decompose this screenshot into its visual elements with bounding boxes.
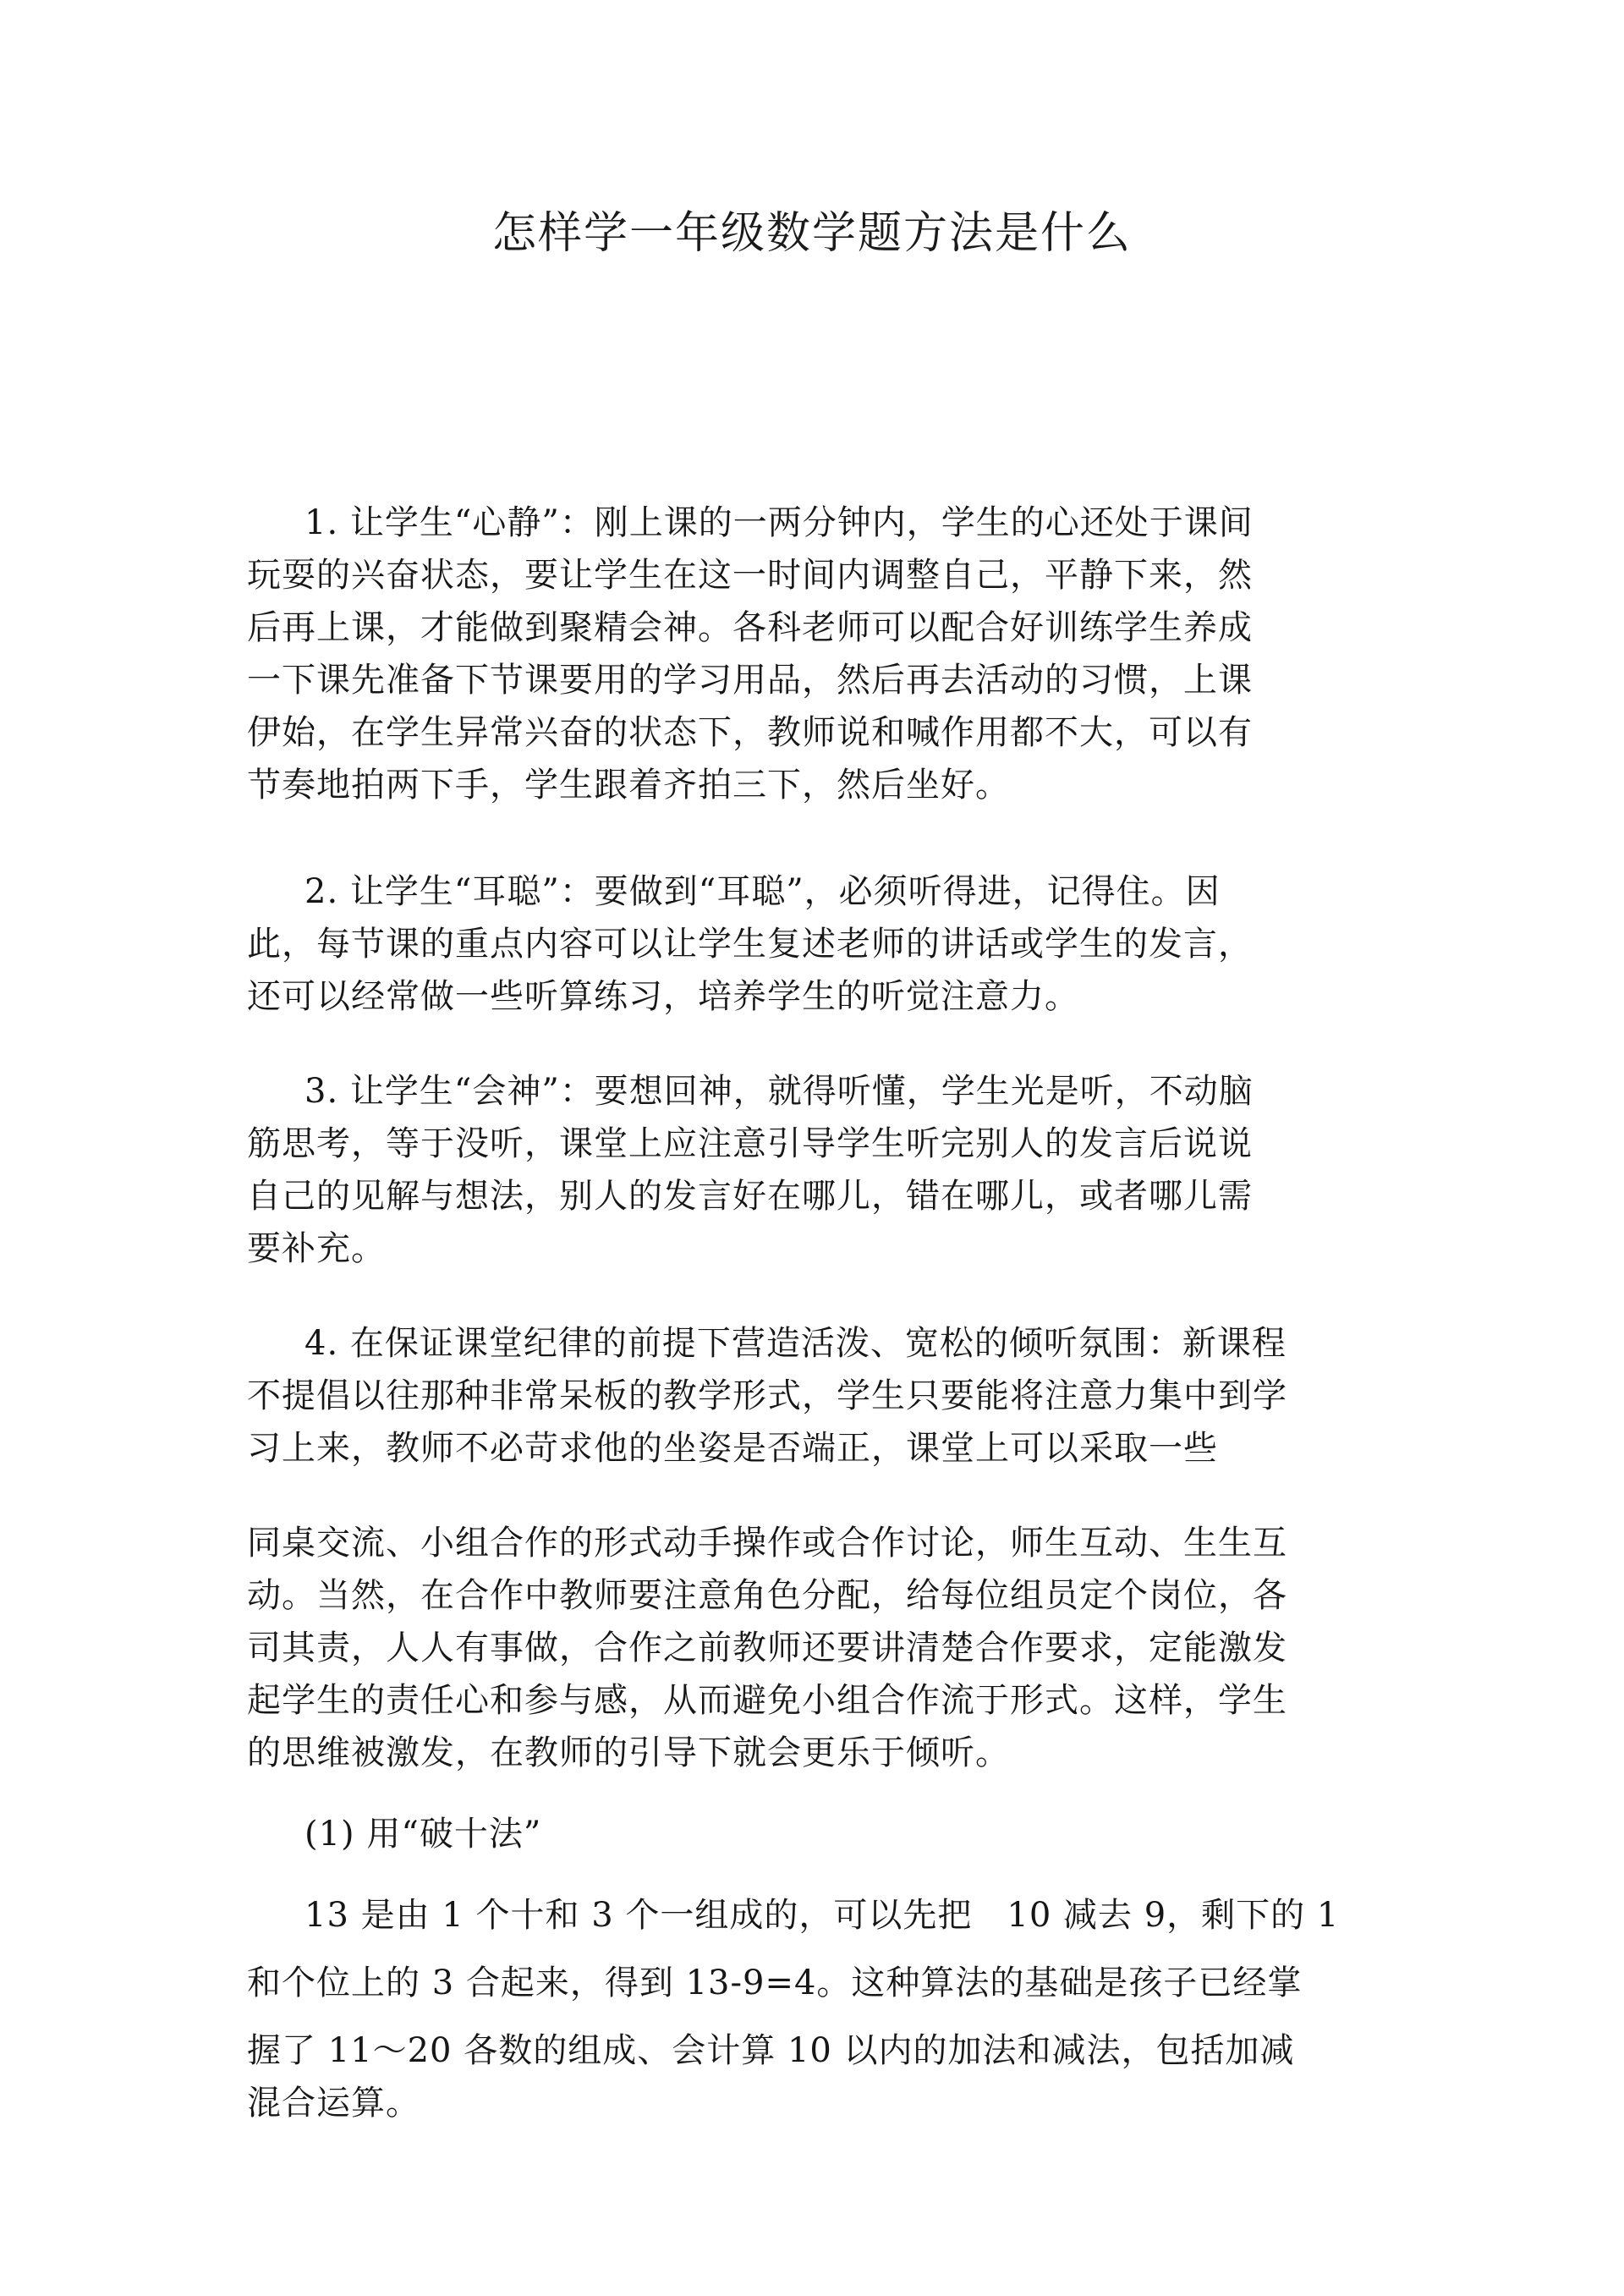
paragraph-5-line-1: 13 是由 1 个十和 3 个一组成的，可以先把 10 减去 9，剩下的 1	[304, 1896, 1340, 1935]
paragraph-2-line-3: 还可以经常做一些听算练习，培养学生的听觉注意力。	[247, 977, 1079, 1016]
paragraph-3-line-2: 筋思考，等于没听，课堂上应注意引导学生听完别人的发言后说说	[247, 1124, 1253, 1163]
paragraph-3-line-1: 3. 让学生“会神”：要想回神，就得听懂，学生光是听，不动脑	[304, 1072, 1254, 1111]
paragraph-4-line-1: 4. 在保证课堂纪律的前提下营造活泼、宽松的倾听氛围：新课程	[304, 1324, 1287, 1363]
paragraph-5-line-4: 混合运算。	[247, 2084, 420, 2123]
paragraph-4-line-8: 的思维被激发，在教师的引导下就会更乐于倾听。	[247, 1733, 1010, 1772]
paragraph-1-line-2: 玩耍的兴奋状态，要让学生在这一时间内调整自己，平静下来，然	[247, 556, 1253, 595]
paragraph-4-line-4: 同桌交流、小组合作的形式动手操作或合作讨论，师生互动、生生互	[247, 1524, 1287, 1563]
subheading-break-ten-method: (1) 用“破十法”	[304, 1815, 542, 1854]
paragraph-5-line-2: 和个位上的 3 合起来，得到 13-9=4。这种算法的基础是孩子已经掌	[247, 1964, 1303, 2002]
paragraph-4-line-3: 习上来，教师不必苛求他的坐姿是否端正，课堂上可以采取一些	[247, 1429, 1218, 1468]
paragraph-4-line-6: 司其责，人人有事做，合作之前教师还要讲清楚合作要求，定能激发	[247, 1629, 1287, 1667]
paragraph-1-line-3: 后再上课，才能做到聚精会神。各科老师可以配合好训练学生养成	[247, 608, 1253, 647]
paragraph-2-line-1: 2. 让学生“耳聪”：要做到“耳聪”，必须听得进，记得住。因	[304, 872, 1221, 911]
paragraph-4-line-5: 动。当然，在合作中教师要注意角色分配，给每位组员定个岗位，各	[247, 1576, 1287, 1615]
paragraph-3-line-4: 要补充。	[247, 1229, 386, 1268]
paragraph-4-line-2: 不提倡以往那种非常呆板的教学形式，学生只要能将注意力集中到学	[247, 1376, 1287, 1415]
paragraph-1-line-1: 1. 让学生“心静”：刚上课的一两分钟内，学生的心还处于课间	[304, 503, 1254, 542]
paragraph-1-line-5: 伊始，在学生异常兴奋的状态下，教师说和喊作用都不大，可以有	[247, 713, 1253, 752]
paragraph-3-line-3: 自己的见解与想法，别人的发言好在哪儿，错在哪儿，或者哪儿需	[247, 1177, 1253, 1216]
paragraph-5-line-3: 握了 11～20 各数的组成、会计算 10 以内的加法和减法，包括加减	[247, 2031, 1295, 2070]
paragraph-2-line-2: 此，每节课的重点内容可以让学生复述老师的讲话或学生的发言，	[247, 925, 1253, 964]
paragraph-1-line-6: 节奏地拍两下手，学生跟着齐拍三下，然后坐好。	[247, 766, 1010, 805]
paragraph-1-line-4: 一下课先准备下节课要用的学习用品，然后再去活动的习惯，上课	[247, 661, 1253, 700]
paragraph-4-line-7: 起学生的责任心和参与感，从而避免小组合作流于形式。这样，学生	[247, 1681, 1287, 1720]
page-title: 怎样学一年级数学题方法是什么	[491, 208, 1132, 259]
